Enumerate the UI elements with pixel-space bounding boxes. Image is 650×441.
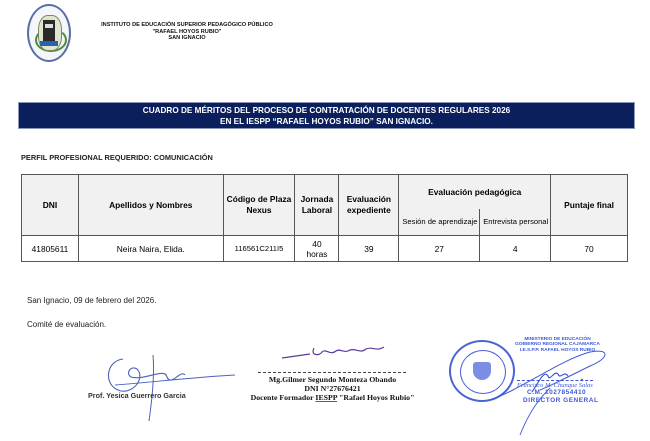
stamp-line: MINISTERIO DE EDUCACIÓN — [524, 337, 591, 342]
signature-2-scrawl — [280, 342, 400, 362]
date-line: San Ignacio, 09 de febrero del 2026. — [27, 296, 157, 305]
signature-2-name: Mg.Gilmer Segundo Monteza Obando — [268, 375, 397, 384]
merit-table — [21, 174, 628, 262]
signature-2-block — [225, 375, 440, 402]
title-line-1: CUADRO DE MÉRITOS DEL PROCESO DE CONTRATACIÓN DE DOCENTES REGULARES 2026 — [142, 106, 511, 115]
cell-expediente: 39 — [339, 236, 399, 262]
role-prefix: Docente Formador — [250, 393, 316, 402]
role-underlined: IESPP — [315, 393, 338, 402]
cell-jornada: 40 horas — [295, 236, 339, 262]
cell-entrevista: 4 — [480, 236, 551, 262]
director-name: Francisco M. Chunque Salas — [517, 382, 593, 389]
stamp-line: GOBIERNO REGIONAL CAJAMARCA — [515, 342, 600, 348]
cell-codigo: 116561C211I5 — [223, 236, 295, 262]
institute-seal-icon — [27, 4, 71, 62]
stamp-line: I.E.S.P.P. RAFAEL HOYOS RUBIO — [519, 347, 596, 353]
committee-label: Comité de evaluación. — [27, 320, 107, 329]
profile-required: PERFIL PROFESIONAL REQUERIDO: COMUNICACIÓN — [21, 153, 213, 162]
institution-line: "RAFAEL HOYOS RUBIO" — [152, 28, 222, 35]
institution-name — [82, 22, 292, 42]
role-suffix: "Rafael Hoyos Rubio" — [337, 393, 415, 402]
header-puntaje: Puntaje final — [551, 175, 628, 236]
signature-1-name: Prof. Yesica Guerrero Garcia — [88, 391, 186, 400]
monogram-icon — [43, 20, 55, 42]
cell-puntaje: 70 — [551, 236, 628, 262]
institution-line: SAN IGNACIO — [168, 35, 206, 42]
header-dni: DNI — [22, 175, 79, 236]
cell-sesion: 27 — [399, 236, 480, 262]
director-cm: C.M. 1027854410 — [527, 389, 587, 397]
director-stamp — [517, 380, 617, 404]
cell-dni: 41805611 — [22, 236, 79, 262]
document-title — [18, 102, 635, 129]
director-role: DIRECTOR GENERAL — [523, 396, 599, 404]
title-line-2: EN EL IESPP “RAFAEL HOYOS RUBIO” SAN IGNACIO. — [220, 116, 433, 126]
table-row — [22, 236, 628, 262]
header-pedagogica: Evaluación pedagógica — [399, 175, 551, 210]
book-icon — [40, 41, 58, 46]
header-sesion: Sesión de aprendizaje — [399, 209, 480, 236]
signature-2-line — [258, 372, 406, 373]
header-entrevista: Entrevista personal — [480, 209, 551, 236]
signature-2-role — [225, 393, 440, 402]
header-codigo: Código de Plaza Nexus — [223, 175, 295, 236]
header-nombres: Apellidos y Nombres — [78, 175, 223, 236]
header-jornada: Jornada Laboral — [295, 175, 339, 236]
cell-nombres: Neira Naira, Elida. — [78, 236, 223, 262]
institution-line: INSTITUTO DE EDUCACIÓN SUPERIOR PEDAGÓGICO PÚBLICO — [101, 22, 273, 28]
signature-2-dni: DNI N°27676421 — [304, 384, 361, 393]
signature-1-scrawl — [85, 347, 235, 422]
header-expediente: Evaluación expediente — [339, 175, 399, 236]
